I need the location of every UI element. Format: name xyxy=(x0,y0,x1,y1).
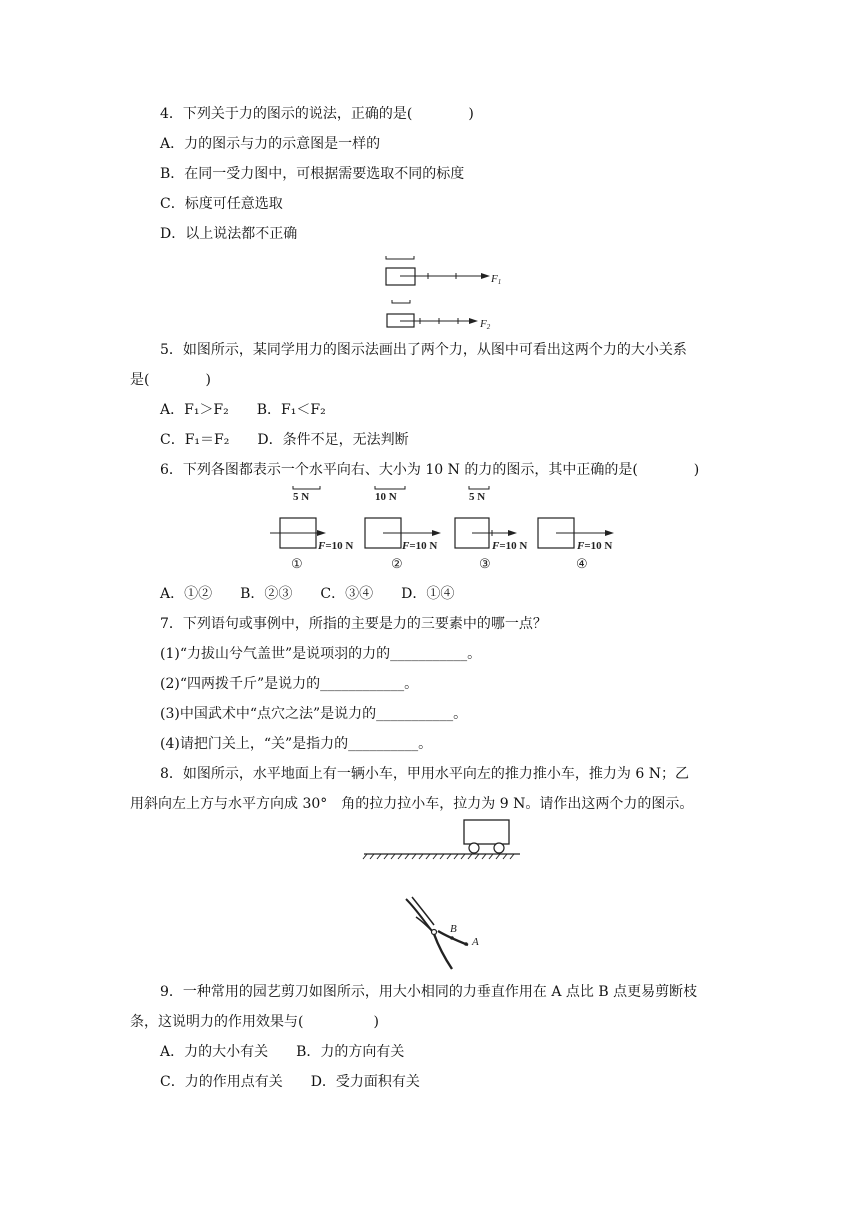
svg-text:F=10 N: F=10 N xyxy=(577,540,613,552)
q5-label-f2: F xyxy=(480,318,487,330)
q4-option-a: A．力的图示与力的示意图是一样的 xyxy=(160,136,381,152)
q4-option-c: C．标度可任意选取 xyxy=(160,196,283,212)
q9-stem-line1: 9．一种常用的园艺剪刀如图所示，用大小相同的力垂直作用在 A 点比 B 点更易剪断枝 xyxy=(160,984,698,1000)
q9-shears-figure xyxy=(402,895,492,979)
q6-force-value-1: =10 N xyxy=(325,540,354,552)
q5-stem-line2: 是( ) xyxy=(130,372,211,388)
q9-stem-line2: 条，这说明力的作用效果与( ) xyxy=(130,1014,379,1030)
q6-figure xyxy=(265,482,625,578)
q6-stem: 6．下列各图都表示一个水平向右、大小为 10 N 的力的图示，其中正确的是( ) xyxy=(160,462,700,478)
q9-options-cd: C．力的作用点有关 D．受力面积有关 xyxy=(160,1074,420,1090)
svg-text:F=10 N: F=10 N xyxy=(318,540,354,552)
q6-number-4: ④ xyxy=(576,556,588,571)
q9-label-a: A xyxy=(472,936,479,948)
svg-text:F1: F1 xyxy=(491,273,502,286)
q5-options-cd: C．F₁＝F₂ D．条件不足，无法判断 xyxy=(160,432,409,448)
q6-force-value-4: =10 N xyxy=(584,540,613,552)
q5-label-f1: F xyxy=(491,273,498,285)
q4-stem: 4．下列关于力的图示的说法，正确的是( ) xyxy=(160,106,474,122)
svg-text:F=10 N: F=10 N xyxy=(492,540,528,552)
q4-option-b: B．在同一受力图中，可根据需要选取不同的标度 xyxy=(160,166,465,182)
q7-item-1: (1)“力拔山兮气盖世”是说项羽的力的___________。 xyxy=(160,646,482,662)
q5-stem-line1: 5．如图所示，某同学用力的图示法画出了两个力，从图中可看出这两个力的大小关系 xyxy=(160,342,687,358)
q8-cart-figure xyxy=(362,817,522,867)
q7-item-4: (4)请把门关上，“关”是指力的__________。 xyxy=(160,736,433,752)
q6-force-value-3: =10 N xyxy=(499,540,528,552)
q5-figure xyxy=(380,252,510,336)
q9-options-ab: A．力的大小有关 B．力的方向有关 xyxy=(160,1044,405,1060)
svg-text:F2: F2 xyxy=(480,318,491,331)
q6-scale-3: 5 N xyxy=(469,491,486,503)
q6-number-1: ① xyxy=(291,556,303,571)
q5-options-ab: A．F₁＞F₂ B．F₁＜F₂ xyxy=(160,402,326,418)
q8-stem-line1: 8．如图所示，水平地面上有一辆小车，甲用水平向左的推力推小车，推力为 6 N；乙 xyxy=(160,766,689,782)
q6-options: A．①② B．②③ C．③④ D．①④ xyxy=(160,586,455,602)
q7-item-3: (3)中国武术中“点穴之法”是说力的___________。 xyxy=(160,706,468,722)
q6-number-2: ② xyxy=(391,556,403,571)
q6-force-value-2: =10 N xyxy=(409,540,438,552)
q8-stem-line2: 用斜向左上方与水平方向成 30° 角的拉力拉小车，拉力为 9 N。请作出这两个力的图示。 xyxy=(130,796,694,812)
q6-scale-1: 5 N xyxy=(293,491,310,503)
svg-text:F=10 N: F=10 N xyxy=(402,540,438,552)
q7-item-2: (2)“四两拨千斤”是说力的____________。 xyxy=(160,676,419,692)
q7-stem: 7．下列语句或事例中，所指的主要是力的三要素中的哪一点？ xyxy=(160,616,547,632)
q6-scale-2: 10 N xyxy=(375,491,397,503)
q9-label-b: B xyxy=(450,923,457,935)
q4-option-d: D．以上说法都不正确 xyxy=(160,226,298,242)
q6-number-3: ③ xyxy=(479,556,491,571)
